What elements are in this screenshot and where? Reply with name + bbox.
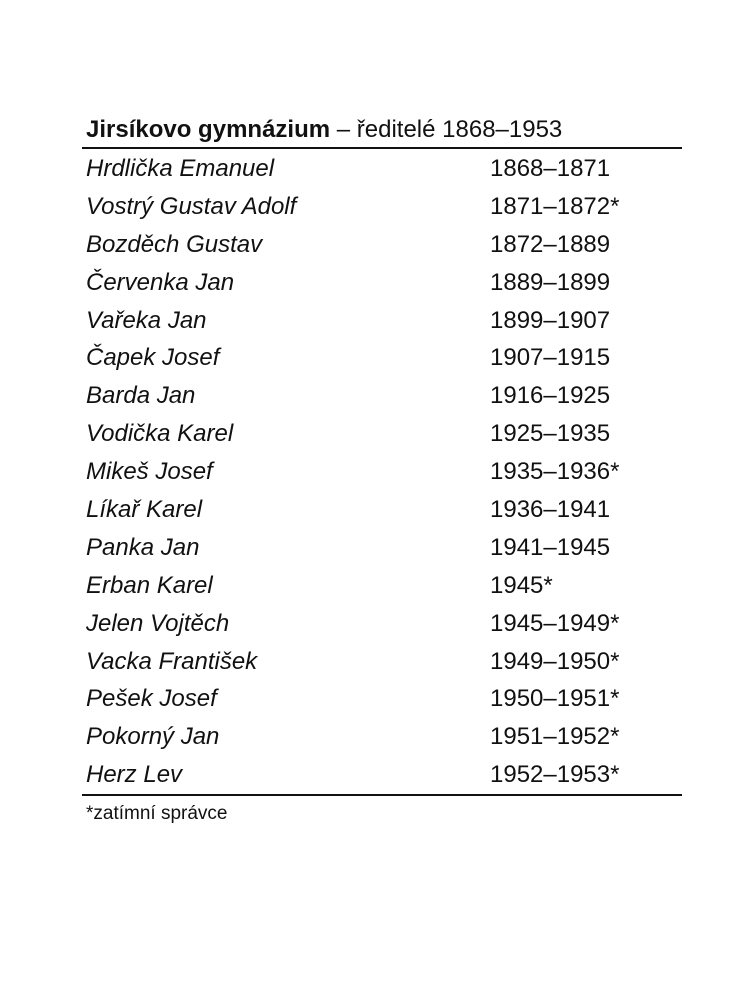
- table-row: [82, 339, 682, 377]
- director-years: 1925–1935: [490, 420, 611, 448]
- director-name: Barda Jan: [86, 382, 196, 410]
- director-years: 1889–1899: [490, 268, 611, 296]
- director-name: Hrdlička Emanuel: [86, 155, 275, 182]
- table-row: [82, 188, 682, 226]
- director-name: Vodička Karel: [86, 420, 234, 448]
- director-name: Erban Karel: [86, 571, 213, 599]
- director-years: 1872–1889: [490, 230, 611, 258]
- director-name: Líkař Karel: [86, 496, 203, 524]
- director-name: Pešek Josef: [86, 685, 217, 713]
- director-name: Bozděch Gustav: [86, 230, 263, 258]
- director-name: Panka Jan: [86, 533, 200, 561]
- director-years: 1941–1945: [490, 533, 611, 561]
- director-years: 1899–1907: [490, 306, 611, 334]
- director-years: 1952–1953*: [490, 761, 620, 789]
- directors-list: [82, 149, 682, 796]
- table-row: [82, 643, 682, 681]
- table-row: [82, 680, 682, 718]
- director-years: 1916–1925: [490, 382, 611, 410]
- director-years: 1945*: [490, 571, 553, 599]
- director-name: Vařeka Jan: [86, 306, 207, 334]
- director-name: Herz Lev: [86, 761, 183, 789]
- director-name: Vostrý Gustav Adolf: [86, 192, 297, 220]
- table-row: [82, 491, 682, 529]
- director-years: 1907–1915: [490, 344, 611, 372]
- table-title-subtitle: – ředitelé 1868–1953: [330, 116, 563, 143]
- directors-table: [82, 113, 682, 827]
- table-row: [82, 605, 682, 643]
- director-years: 1936–1941: [490, 496, 611, 524]
- director-name: Červenka Jan: [86, 268, 235, 296]
- director-years: 1949–1950*: [490, 647, 620, 675]
- table-title: [82, 113, 682, 149]
- footnote: *zatímní správce: [86, 803, 228, 825]
- table-row: [82, 756, 682, 794]
- director-name: Vacka František: [86, 647, 258, 675]
- table-row: [82, 150, 682, 188]
- table-row: [82, 226, 682, 264]
- table-row: [82, 453, 682, 491]
- director-name: Jelen Vojtěch: [86, 609, 230, 637]
- table-row: [82, 718, 682, 756]
- table-title-school: Jirsíkovo gymnázium: [86, 116, 331, 143]
- director-name: Čapek Josef: [86, 344, 220, 372]
- director-years: 1868–1871: [490, 155, 611, 182]
- table-row: [82, 264, 682, 302]
- table-row: [82, 415, 682, 453]
- director-years: 1951–1952*: [490, 723, 620, 751]
- table-row: [82, 377, 682, 415]
- table-row: [82, 302, 682, 340]
- director-name: Pokorný Jan: [86, 723, 220, 751]
- table-row: [82, 567, 682, 605]
- director-years: 1945–1949*: [490, 609, 620, 637]
- director-years: 1871–1872*: [490, 192, 620, 220]
- director-years: 1950–1951*: [490, 685, 620, 713]
- director-name: Mikeš Josef: [86, 458, 213, 486]
- table-row: [82, 529, 682, 567]
- director-years: 1935–1936*: [490, 458, 620, 486]
